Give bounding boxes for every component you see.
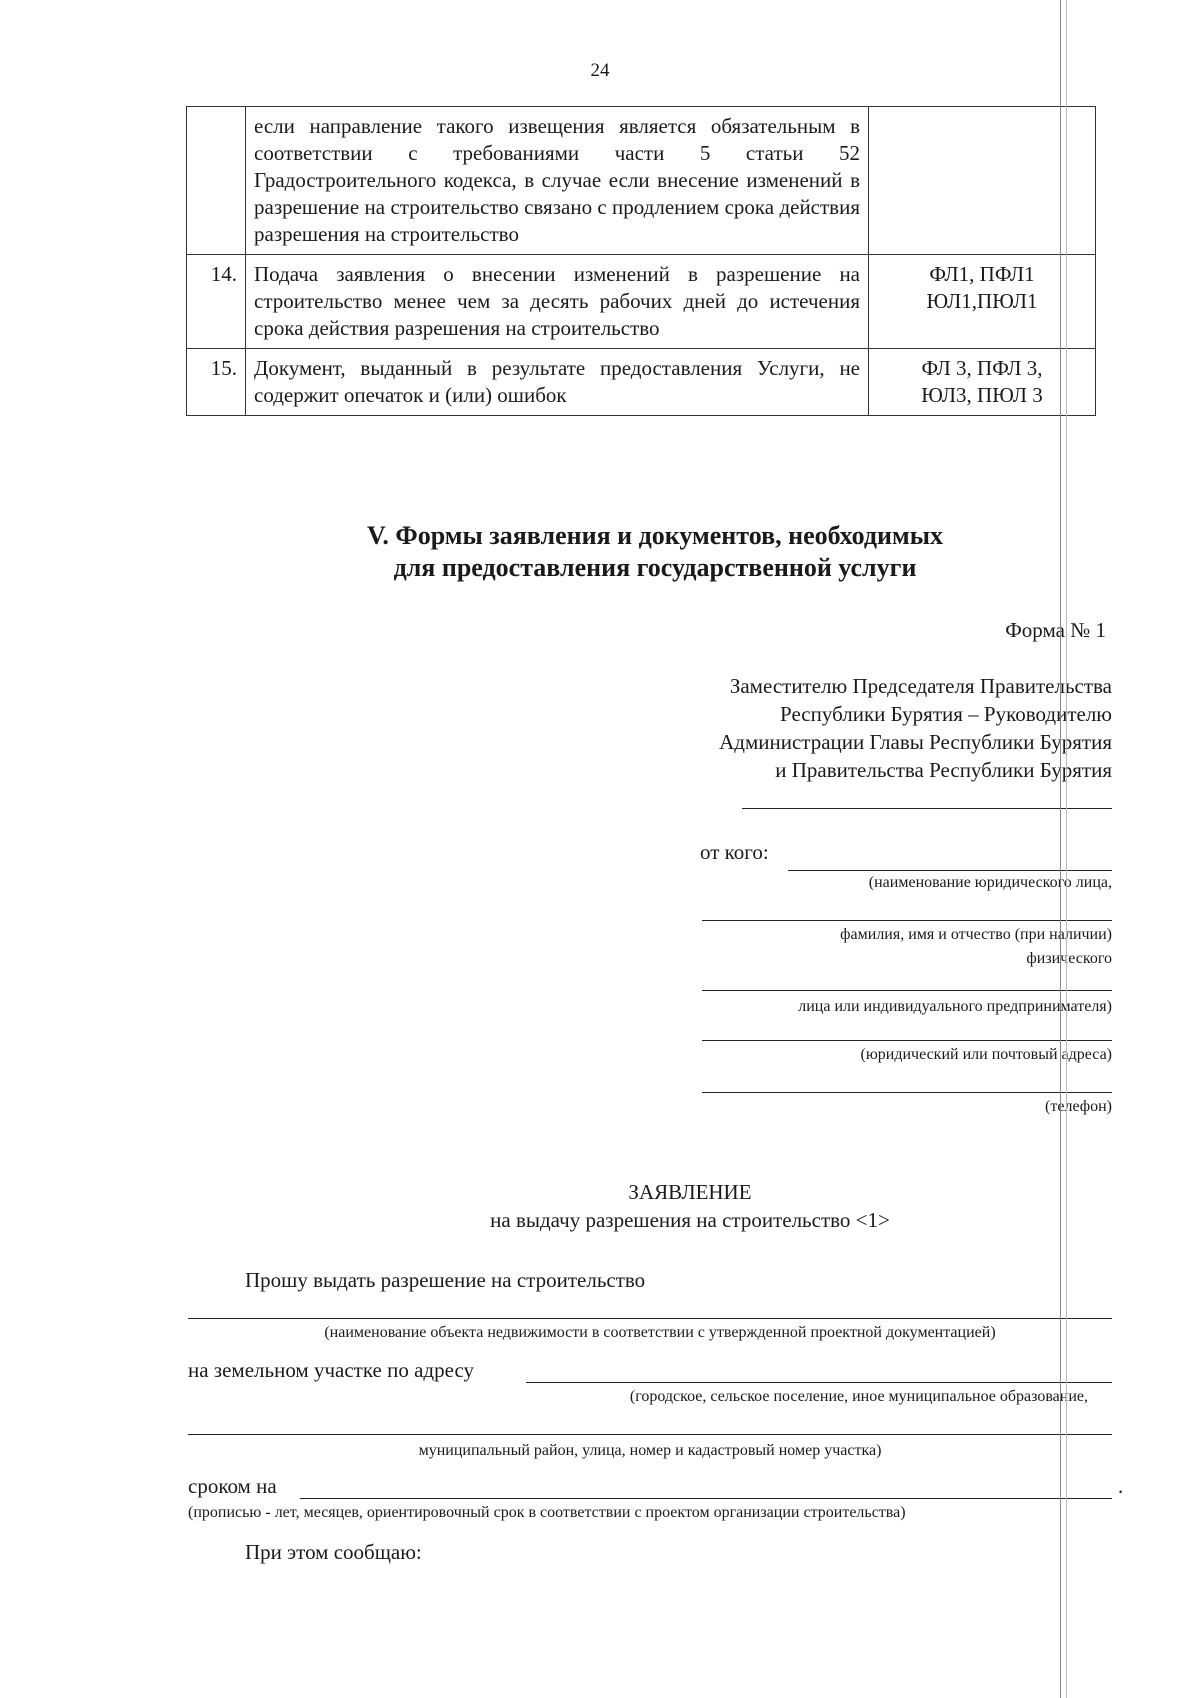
scan-artifact-line [1060, 0, 1061, 1698]
address-caption: муниципальный район, улица, номер и кадастровый номер участка) [418, 1442, 882, 1459]
addressee-line: Республики Бурятия – Руководителю [780, 702, 1112, 726]
row-description: если направление такого извещения является обязательным в соответствии с требованиями части 5 статьи 52 Градостроительного кодекса, в случае если внесение изменений в разрешение на строительство связано с продлением срока действия разрешения на строительство [246, 107, 869, 255]
term-end: . [1118, 1474, 1124, 1498]
report-text: При этом сообщаю: [245, 1540, 422, 1564]
row-codes [869, 349, 1096, 416]
row-code-line: ФЛ 3, ПФЛ 3, [921, 356, 1043, 380]
term-blank-line[interactable] [300, 1498, 1112, 1499]
application-subtitle: на выдачу разрешения на строительство <1> [490, 1208, 890, 1232]
address-blank-line[interactable] [188, 1434, 1112, 1435]
sender-blank-line[interactable] [702, 1040, 1112, 1041]
sender-blank-line[interactable] [702, 990, 1112, 991]
sender-caption: (юридический или почтовый адреса) [860, 1046, 1112, 1063]
address-caption: (городское, сельское поселение, иное муниципальное образование, [629, 1388, 1088, 1405]
sender-label: от кого: [700, 840, 769, 864]
table-row [187, 349, 1096, 416]
addressee-line: Администрации Главы Республики Бурятия [719, 730, 1112, 754]
table-row [187, 107, 1096, 255]
sender-blank-line[interactable] [788, 870, 1112, 871]
row-codes [869, 255, 1096, 349]
addressee-line: и Правительства Республики Бурятия [775, 758, 1112, 782]
row-code-line: ЮЛ1,ПЮЛ1 [926, 289, 1038, 313]
term-label: сроком на [188, 1474, 277, 1498]
row-number [187, 107, 246, 255]
row-codes [869, 107, 1096, 255]
request-text: Прошу выдать разрешение на строительство [245, 1268, 646, 1292]
row-description: Документ, выданный в результате предоставления Услуги, не содержит опечаток и (или) ошибок [246, 349, 869, 416]
row-number: 15. [187, 349, 246, 416]
sender-caption: лица или индивидуального предпринимателя) [798, 998, 1112, 1015]
object-blank-line[interactable] [188, 1318, 1112, 1319]
addressee-line: Заместителю Председателя Правительства [729, 674, 1112, 698]
sender-caption: физического [1026, 950, 1112, 967]
addressee-blank-line[interactable] [742, 808, 1112, 809]
row-code-line: ФЛ1, ПФЛ1 [929, 262, 1035, 286]
section-title-line: для предоставления государственной услуги [393, 553, 917, 582]
land-label: на земельном участке по адресу [188, 1358, 474, 1382]
row-number: 14. [187, 255, 246, 349]
page-number: 24 [590, 60, 610, 81]
sender-caption: (телефон) [1045, 1098, 1112, 1115]
object-caption: (наименование объекта недвижимости в соответствии с утвержденной проектной документацией) [324, 1324, 996, 1341]
addressee-block [592, 672, 1112, 784]
sender-blank-line[interactable] [702, 920, 1112, 921]
section-title-line: V. Формы заявления и документов, необходимых [366, 521, 944, 550]
form-number: Форма № 1 [1005, 618, 1106, 642]
term-caption: (прописью - лет, месяцев, ориентировочный срок в соответствии с проектом организации строительства) [188, 1504, 906, 1521]
table-row [187, 255, 1096, 349]
application-title: ЗАЯВЛЕНИЕ [628, 1180, 752, 1204]
conditions-table [186, 106, 1096, 416]
sender-blank-line[interactable] [702, 1092, 1112, 1093]
scan-artifact-line [1066, 0, 1067, 1698]
sender-caption: фамилия, имя и отчество (при наличии) [840, 926, 1112, 943]
row-description: Подача заявления о внесении изменений в разрешение на строительство менее чем за десять рабочих дней до истечения срока действия разрешения на строительство [246, 255, 869, 349]
section-title [0, 520, 1200, 584]
row-code-line: ЮЛ3, ПЮЛ 3 [921, 383, 1043, 407]
sender-caption: (наименование юридического лица, [868, 874, 1112, 891]
address-blank-line[interactable] [526, 1382, 1112, 1383]
